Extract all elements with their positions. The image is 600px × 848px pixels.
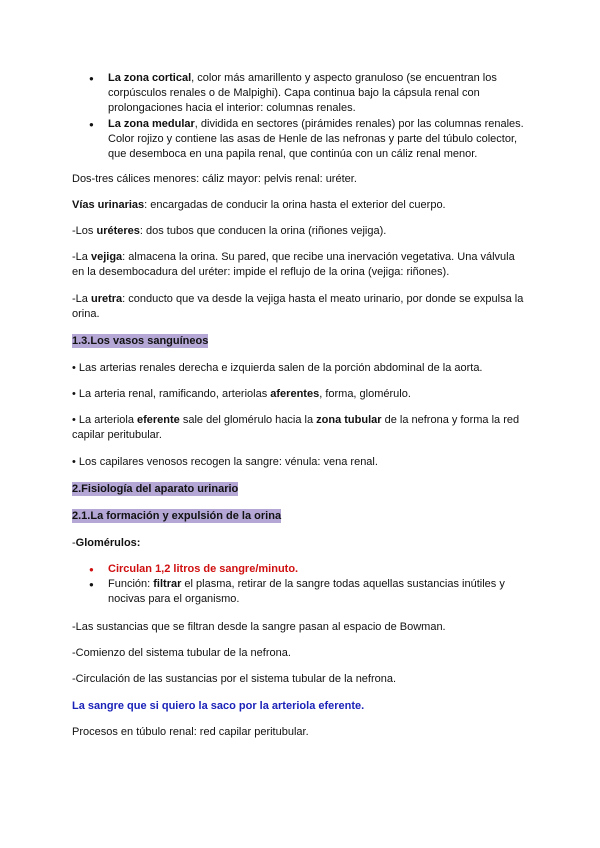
paragraph-vias-urinarias: Vías urinarias: encargadas de conducir la orina hasta el exterior del cuerpo. — [72, 199, 446, 211]
list-item-cortical: ● La zona cortical, color más amarillento y aspecto granuloso (se encuentran los corpúsculos renales o de Malpighi). Capa continua bajo la cápsula renal con prolongaciones hacia el interior: columnas renales. — [72, 71, 530, 117]
kidney-zones-list — [72, 71, 530, 162]
glomerulos-list — [72, 562, 530, 608]
paragraph-ureteres: -Los uréteres: dos tubos que conducen la orina (riñones vejiga). — [72, 225, 387, 237]
paragraph-sustancias: -Las sustancias que se filtran desde la sangre pasan al espacio de Bowman. — [72, 621, 446, 633]
paragraph-arteriola-eferente: • La arteriola eferente sale del glomérulo hacia la zona tubular de la nefrona y forma la red capilar peritubular. — [72, 414, 520, 442]
paragraph-capilares-venosos: • Los capilares venosos recogen la sangre: vénula: vena renal. — [72, 456, 378, 468]
paragraph-arterias-renales: • Las arterias renales derecha e izquierda salen de la porción abdominal de la aorta. — [72, 362, 483, 374]
paragraph-calices: Dos-tres cálices menores: cáliz mayor: pelvis renal: uréter. — [72, 173, 357, 185]
list-item-funcion: ● Función: filtrar el plasma, retirar de la sangre todas aquellas sustancias inútiles y nocivas para el organismo. — [72, 577, 530, 607]
paragraph-procesos: Procesos en túbulo renal: red capilar peritubular. — [72, 726, 309, 738]
list-item-circulan: ● Circulan 1,2 litros de sangre/minuto. — [72, 562, 530, 577]
paragraph-circulacion: -Circulación de las sustancias por el sistema tubular de la nefrona. — [72, 673, 397, 685]
heading-fisiologia: 2.Fisiología del aparato urinario — [72, 483, 239, 495]
heading-formacion-orina: 2.1.La formación y expulsión de la orina — [72, 510, 282, 522]
paragraph-uretra: -La uretra: conducto que va desde la vejiga hasta el meato urinario, por donde se expulsa la orina. — [72, 293, 524, 321]
paragraph-comienzo: -Comienzo del sistema tubular de la nefrona. — [72, 647, 291, 659]
heading-vasos-sanguineos: 1.3.Los vasos sanguíneos — [72, 335, 209, 347]
paragraph-arteria-renal: • La arteria renal, ramificando, arteriolas aferentes, forma, glomérulo. — [72, 388, 411, 400]
paragraph-glomerulos: -Glomérulos: — [72, 537, 141, 549]
list-item-medular: ● La zona medular, dividida en sectores (pirámides renales) por las columnas renales. Color rojizo y contiene las asas de Henle de las nefronas y parte del túbulo colector, que desemboca en una papila renal, que continúa con un cáliz renal menor. — [72, 117, 530, 163]
paragraph-vejiga: -La vejiga: almacena la orina. Su pared, que recibe una inervación vegetativa. Una válvula en la desembocadura del uréter: impide el reflujo de la orina (vejiga: riñones). — [72, 251, 515, 279]
paragraph-sangre-eferente: La sangre que si quiero la saco por la arteriola eferente. — [72, 700, 365, 712]
